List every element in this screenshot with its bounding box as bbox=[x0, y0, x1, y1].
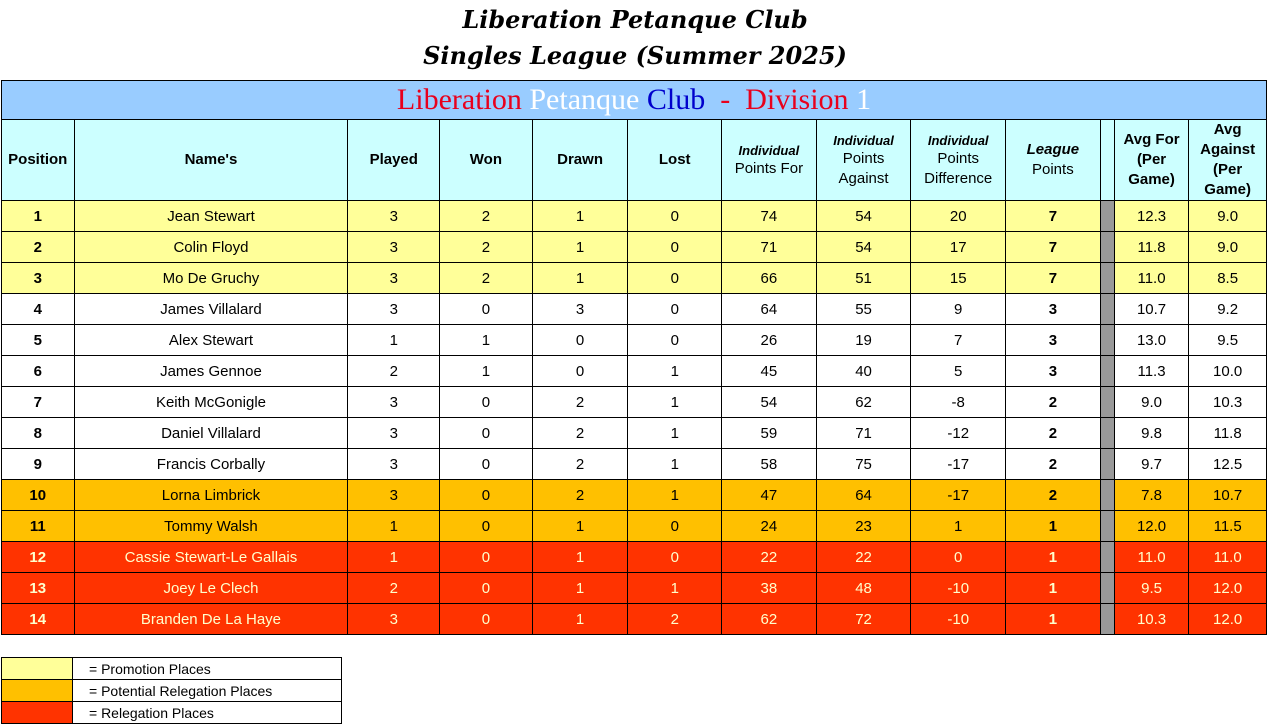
avg-for-cell: 11.0 bbox=[1114, 542, 1189, 573]
points-against-cell: 55 bbox=[816, 294, 911, 325]
avg-for-cell: 11.8 bbox=[1114, 232, 1189, 263]
player-name-cell: Alex Stewart bbox=[74, 325, 348, 356]
league-points-cell: 1 bbox=[1006, 573, 1101, 604]
won-cell: 2 bbox=[440, 232, 533, 263]
won-cell: 2 bbox=[440, 201, 533, 232]
points-for-cell: 74 bbox=[722, 201, 817, 232]
league-points-cell: 2 bbox=[1006, 449, 1101, 480]
points-against-cell: 62 bbox=[816, 387, 911, 418]
header-points-difference-italic: Individual bbox=[927, 132, 989, 148]
player-name-cell: Colin Floyd bbox=[74, 232, 348, 263]
player-name-cell: Jean Stewart bbox=[74, 201, 348, 232]
avg-against-cell: 9.0 bbox=[1189, 201, 1267, 232]
played-cell: 3 bbox=[348, 294, 440, 325]
position-cell: 11 bbox=[2, 511, 75, 542]
played-cell: 1 bbox=[348, 511, 440, 542]
played-cell: 3 bbox=[348, 387, 440, 418]
player-name-cell: James Villalard bbox=[74, 294, 348, 325]
header-avg-for-line3: Game) bbox=[1128, 171, 1175, 188]
header-points-against-italic: Individual bbox=[833, 132, 894, 148]
played-cell: 2 bbox=[348, 356, 440, 387]
banner-word-liberation: Liberation bbox=[396, 83, 522, 116]
league-table bbox=[1, 80, 1267, 635]
league-points-cell: 1 bbox=[1006, 511, 1101, 542]
column-separator bbox=[1100, 449, 1114, 480]
table-row bbox=[2, 542, 1267, 573]
points-difference-cell: -12 bbox=[911, 418, 1006, 449]
lost-cell: 0 bbox=[628, 263, 722, 294]
legend-item bbox=[2, 702, 342, 724]
legend-table bbox=[1, 657, 342, 724]
table-row bbox=[2, 387, 1267, 418]
avg-against-cell: 12.0 bbox=[1189, 573, 1267, 604]
drawn-cell: 2 bbox=[532, 418, 628, 449]
points-against-cell: 40 bbox=[816, 356, 911, 387]
player-name-cell: Tommy Walsh bbox=[74, 511, 348, 542]
points-against-cell: 54 bbox=[816, 201, 911, 232]
avg-for-cell: 12.3 bbox=[1114, 201, 1189, 232]
position-cell: 2 bbox=[2, 232, 75, 263]
table-row bbox=[2, 418, 1267, 449]
points-for-cell: 64 bbox=[722, 294, 817, 325]
avg-against-cell: 11.8 bbox=[1189, 418, 1267, 449]
points-for-cell: 66 bbox=[722, 263, 817, 294]
legend-body bbox=[2, 658, 342, 724]
player-name-cell: Mo De Gruchy bbox=[74, 263, 348, 294]
won-cell: 1 bbox=[440, 356, 533, 387]
division-banner bbox=[2, 81, 1267, 120]
column-separator bbox=[1100, 120, 1114, 201]
player-name-cell: Cassie Stewart-Le Gallais bbox=[74, 542, 348, 573]
played-cell: 3 bbox=[348, 449, 440, 480]
avg-against-cell: 10.3 bbox=[1189, 387, 1267, 418]
won-cell: 0 bbox=[440, 511, 533, 542]
banner-word-petanque: Petanque bbox=[529, 83, 640, 116]
banner-separator: - bbox=[720, 83, 731, 116]
header-name: Name's bbox=[74, 120, 348, 201]
header-avg-against-line1: Avg Against bbox=[1200, 121, 1256, 158]
header-points-difference-line3: Difference bbox=[924, 169, 993, 187]
header-points-for-italic: Individual bbox=[738, 142, 800, 158]
avg-for-cell: 12.0 bbox=[1114, 511, 1189, 542]
lost-cell: 1 bbox=[628, 418, 722, 449]
won-cell: 0 bbox=[440, 294, 533, 325]
drawn-cell: 1 bbox=[532, 263, 628, 294]
lost-cell: 0 bbox=[628, 294, 722, 325]
played-cell: 3 bbox=[348, 480, 440, 511]
league-points-cell: 3 bbox=[1006, 294, 1101, 325]
column-separator bbox=[1100, 263, 1114, 294]
header-position: Position bbox=[2, 120, 75, 201]
position-cell: 4 bbox=[2, 294, 75, 325]
avg-for-cell: 9.8 bbox=[1114, 418, 1189, 449]
position-cell: 7 bbox=[2, 387, 75, 418]
position-cell: 1 bbox=[2, 201, 75, 232]
column-separator bbox=[1100, 480, 1114, 511]
header-avg-against bbox=[1189, 120, 1267, 201]
table-row bbox=[2, 263, 1267, 294]
avg-against-cell: 12.0 bbox=[1189, 604, 1267, 635]
position-cell: 14 bbox=[2, 604, 75, 635]
played-cell: 3 bbox=[348, 604, 440, 635]
header-avg-for-line2: (Per bbox=[1136, 151, 1167, 168]
legend-swatch bbox=[2, 680, 73, 702]
played-cell: 3 bbox=[348, 263, 440, 294]
player-name-cell: Keith McGonigle bbox=[74, 387, 348, 418]
player-name-cell: Francis Corbally bbox=[74, 449, 348, 480]
legend-item bbox=[2, 680, 342, 702]
header-points-for bbox=[722, 120, 817, 201]
avg-against-cell: 9.5 bbox=[1189, 325, 1267, 356]
drawn-cell: 0 bbox=[532, 356, 628, 387]
column-separator bbox=[1100, 418, 1114, 449]
points-for-cell: 62 bbox=[722, 604, 817, 635]
points-for-cell: 22 bbox=[722, 542, 817, 573]
points-against-cell: 64 bbox=[816, 480, 911, 511]
table-row bbox=[2, 480, 1267, 511]
header-points-against bbox=[816, 120, 911, 201]
avg-for-cell: 11.3 bbox=[1114, 356, 1189, 387]
lost-cell: 1 bbox=[628, 480, 722, 511]
points-against-cell: 54 bbox=[816, 232, 911, 263]
drawn-cell: 2 bbox=[532, 449, 628, 480]
avg-against-cell: 10.0 bbox=[1189, 356, 1267, 387]
table-row bbox=[2, 201, 1267, 232]
league-title: Singles League (Summer 2025) bbox=[423, 41, 847, 70]
points-against-cell: 23 bbox=[816, 511, 911, 542]
points-difference-cell: 5 bbox=[911, 356, 1006, 387]
points-for-cell: 58 bbox=[722, 449, 817, 480]
drawn-cell: 1 bbox=[532, 573, 628, 604]
lost-cell: 0 bbox=[628, 511, 722, 542]
drawn-cell: 1 bbox=[532, 232, 628, 263]
played-cell: 1 bbox=[348, 325, 440, 356]
points-difference-cell: -17 bbox=[911, 449, 1006, 480]
played-cell: 1 bbox=[348, 542, 440, 573]
won-cell: 2 bbox=[440, 263, 533, 294]
drawn-cell: 0 bbox=[532, 325, 628, 356]
avg-for-cell: 13.0 bbox=[1114, 325, 1189, 356]
played-cell: 3 bbox=[348, 418, 440, 449]
table-row bbox=[2, 511, 1267, 542]
column-separator bbox=[1100, 356, 1114, 387]
points-against-cell: 19 bbox=[816, 325, 911, 356]
position-cell: 13 bbox=[2, 573, 75, 604]
player-name-cell: Daniel Villalard bbox=[74, 418, 348, 449]
header-avg-against-line2: (Per Game) bbox=[1204, 161, 1251, 198]
avg-against-cell: 12.5 bbox=[1189, 449, 1267, 480]
header-lost: Lost bbox=[628, 120, 722, 201]
avg-against-cell: 9.2 bbox=[1189, 294, 1267, 325]
points-difference-cell: -10 bbox=[911, 573, 1006, 604]
avg-for-cell: 10.7 bbox=[1114, 294, 1189, 325]
standings-body bbox=[2, 201, 1267, 635]
lost-cell: 2 bbox=[628, 604, 722, 635]
column-separator bbox=[1100, 232, 1114, 263]
header-league-points-rest: Points bbox=[1032, 161, 1074, 178]
header-points-against-line2: Points bbox=[842, 149, 885, 167]
league-points-cell: 7 bbox=[1006, 232, 1101, 263]
header-played: Played bbox=[348, 120, 440, 201]
drawn-cell: 1 bbox=[532, 201, 628, 232]
table-row bbox=[2, 294, 1267, 325]
league-points-cell: 2 bbox=[1006, 418, 1101, 449]
player-name-cell: Joey Le Clech bbox=[74, 573, 348, 604]
lost-cell: 0 bbox=[628, 542, 722, 573]
league-points-cell: 3 bbox=[1006, 356, 1101, 387]
won-cell: 0 bbox=[440, 449, 533, 480]
header-avg-for bbox=[1114, 120, 1189, 201]
header-league-points bbox=[1006, 120, 1101, 201]
position-cell: 3 bbox=[2, 263, 75, 294]
legend-label: = Relegation Places bbox=[73, 702, 342, 724]
league-points-cell: 7 bbox=[1006, 263, 1101, 294]
avg-against-cell: 11.0 bbox=[1189, 542, 1267, 573]
points-for-cell: 59 bbox=[722, 418, 817, 449]
club-title: Liberation Petanque Club bbox=[462, 5, 808, 34]
legend-swatch bbox=[2, 658, 73, 680]
points-against-cell: 51 bbox=[816, 263, 911, 294]
position-cell: 5 bbox=[2, 325, 75, 356]
drawn-cell: 2 bbox=[532, 480, 628, 511]
points-difference-cell: 15 bbox=[911, 263, 1006, 294]
won-cell: 0 bbox=[440, 542, 533, 573]
table-row bbox=[2, 356, 1267, 387]
table-row bbox=[2, 232, 1267, 263]
avg-for-cell: 9.7 bbox=[1114, 449, 1189, 480]
league-points-cell: 3 bbox=[1006, 325, 1101, 356]
points-against-cell: 22 bbox=[816, 542, 911, 573]
page-titles bbox=[0, 0, 1270, 74]
header-points-for-rest: Points For bbox=[734, 159, 804, 177]
column-separator bbox=[1100, 604, 1114, 635]
avg-for-cell: 9.0 bbox=[1114, 387, 1189, 418]
drawn-cell: 1 bbox=[532, 604, 628, 635]
points-for-cell: 54 bbox=[722, 387, 817, 418]
won-cell: 0 bbox=[440, 418, 533, 449]
drawn-cell: 2 bbox=[532, 387, 628, 418]
lost-cell: 0 bbox=[628, 325, 722, 356]
legend-swatch bbox=[2, 702, 73, 724]
position-cell: 9 bbox=[2, 449, 75, 480]
table-row bbox=[2, 604, 1267, 635]
avg-against-cell: 11.5 bbox=[1189, 511, 1267, 542]
avg-against-cell: 9.0 bbox=[1189, 232, 1267, 263]
points-difference-cell: 7 bbox=[911, 325, 1006, 356]
banner-word-division: Division bbox=[745, 83, 849, 116]
won-cell: 1 bbox=[440, 325, 533, 356]
points-difference-cell: -10 bbox=[911, 604, 1006, 635]
header-points-difference-line2: Points bbox=[937, 149, 980, 167]
player-name-cell: James Gennoe bbox=[74, 356, 348, 387]
points-against-cell: 75 bbox=[816, 449, 911, 480]
points-against-cell: 72 bbox=[816, 604, 911, 635]
played-cell: 2 bbox=[348, 573, 440, 604]
column-separator bbox=[1100, 573, 1114, 604]
won-cell: 0 bbox=[440, 604, 533, 635]
played-cell: 3 bbox=[348, 201, 440, 232]
avg-for-cell: 7.8 bbox=[1114, 480, 1189, 511]
points-difference-cell: 20 bbox=[911, 201, 1006, 232]
points-difference-cell: 1 bbox=[911, 511, 1006, 542]
lost-cell: 1 bbox=[628, 387, 722, 418]
lost-cell: 1 bbox=[628, 449, 722, 480]
header-points-against-line3: Against bbox=[838, 169, 889, 187]
legend-label: = Potential Relegation Places bbox=[73, 680, 342, 702]
division-banner-cell bbox=[2, 81, 1267, 120]
column-separator bbox=[1100, 201, 1114, 232]
avg-for-cell: 10.3 bbox=[1114, 604, 1189, 635]
points-difference-cell: 9 bbox=[911, 294, 1006, 325]
league-points-cell: 2 bbox=[1006, 387, 1101, 418]
header-avg-for-line1: Avg For bbox=[1123, 131, 1180, 148]
position-cell: 12 bbox=[2, 542, 75, 573]
avg-for-cell: 9.5 bbox=[1114, 573, 1189, 604]
points-against-cell: 71 bbox=[816, 418, 911, 449]
column-separator bbox=[1100, 511, 1114, 542]
played-cell: 3 bbox=[348, 232, 440, 263]
player-name-cell: Lorna Limbrick bbox=[74, 480, 348, 511]
column-separator bbox=[1100, 294, 1114, 325]
table-row bbox=[2, 449, 1267, 480]
column-separator bbox=[1100, 387, 1114, 418]
position-cell: 8 bbox=[2, 418, 75, 449]
points-for-cell: 26 bbox=[722, 325, 817, 356]
league-points-cell: 2 bbox=[1006, 480, 1101, 511]
drawn-cell: 3 bbox=[532, 294, 628, 325]
points-for-cell: 47 bbox=[722, 480, 817, 511]
header-league-points-italic: League bbox=[1026, 141, 1080, 158]
points-for-cell: 24 bbox=[722, 511, 817, 542]
points-for-cell: 45 bbox=[722, 356, 817, 387]
table-row bbox=[2, 325, 1267, 356]
league-points-cell: 1 bbox=[1006, 542, 1101, 573]
legend-label: = Promotion Places bbox=[73, 658, 342, 680]
banner-division-number: 1 bbox=[856, 83, 872, 116]
points-difference-cell: -8 bbox=[911, 387, 1006, 418]
lost-cell: 0 bbox=[628, 232, 722, 263]
column-separator bbox=[1100, 542, 1114, 573]
position-cell: 6 bbox=[2, 356, 75, 387]
player-name-cell: Branden De La Haye bbox=[74, 604, 348, 635]
legend-item bbox=[2, 658, 342, 680]
banner-word-club: Club bbox=[646, 83, 706, 116]
drawn-cell: 1 bbox=[532, 511, 628, 542]
points-difference-cell: -17 bbox=[911, 480, 1006, 511]
table-row bbox=[2, 573, 1267, 604]
header-row bbox=[2, 120, 1267, 201]
lost-cell: 1 bbox=[628, 356, 722, 387]
won-cell: 0 bbox=[440, 387, 533, 418]
position-cell: 10 bbox=[2, 480, 75, 511]
avg-against-cell: 8.5 bbox=[1189, 263, 1267, 294]
avg-against-cell: 10.7 bbox=[1189, 480, 1267, 511]
header-points-difference bbox=[911, 120, 1006, 201]
drawn-cell: 1 bbox=[532, 542, 628, 573]
league-points-cell: 7 bbox=[1006, 201, 1101, 232]
points-difference-cell: 17 bbox=[911, 232, 1006, 263]
points-against-cell: 48 bbox=[816, 573, 911, 604]
won-cell: 0 bbox=[440, 480, 533, 511]
lost-cell: 1 bbox=[628, 573, 722, 604]
league-points-cell: 1 bbox=[1006, 604, 1101, 635]
points-for-cell: 71 bbox=[722, 232, 817, 263]
points-for-cell: 38 bbox=[722, 573, 817, 604]
header-drawn: Drawn bbox=[532, 120, 628, 201]
header-won: Won bbox=[440, 120, 533, 201]
column-separator bbox=[1100, 325, 1114, 356]
lost-cell: 0 bbox=[628, 201, 722, 232]
points-difference-cell: 0 bbox=[911, 542, 1006, 573]
avg-for-cell: 11.0 bbox=[1114, 263, 1189, 294]
won-cell: 0 bbox=[440, 573, 533, 604]
